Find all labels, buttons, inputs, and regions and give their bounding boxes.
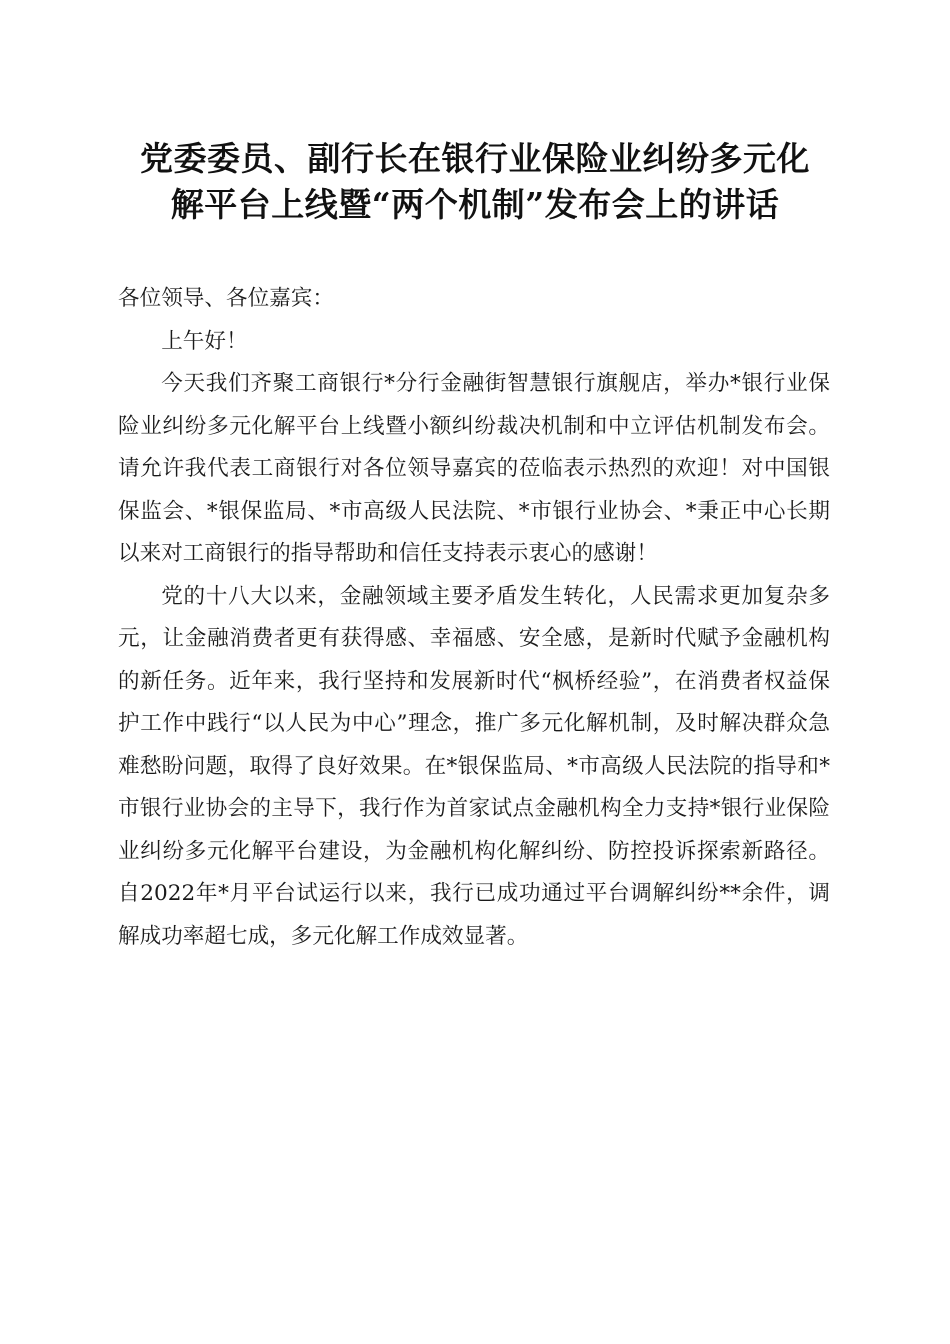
title-line-2: 解平台上线暨“两个机制”发布会上的讲话 — [170, 185, 780, 224]
paragraph-background: 党的十八大以来，金融领域主要矛盾发生转化，人民需求更加复杂多元，让金融消费者更有获得感、幸福感、安全感，是新时代赋予金融机构的新任务。近年来，我行坚持和发展新时代“枫桥经验”，在消费者权益保护工作中践行“以人民为中心”理念，推广多元化解机制，及时解决群众急难愁盼问题，取得了良好效果。在*银保监局、*市高级人民法院的指导和*市银行业协会的主导下，我行作为首家试点金融机构全力支持*银行业保险业纠纷多元化解平台建设，为金融机构化解纠纷、防控投诉探索新路径。自2022年*月平台试运行以来，我行已成功通过平台调解纠纷**余件，调解成功率超七成，多元化解工作成效显著。 — [118, 583, 830, 949]
paragraph-greeting: 上午好！ — [161, 328, 248, 354]
salutation: 各位领导、各位嘉宾： — [118, 286, 334, 311]
title-line-1: 党委委员、副行长在银行业保险业纠纷多元化 — [140, 139, 810, 178]
document-title — [100, 136, 850, 228]
paragraph-welcome: 今天我们齐聚工商银行*分行金融街智慧银行旗舰店，举办*银行业保险业纠纷多元化解平台上线暨小额纠纷裁决机制和中立评估机制发布会。请允许我代表工商银行对各位领导嘉宾的莅临表示热烈的欢迎！对中国银保监会、*银保监局、*市高级人民法院、*市银行业协会、*秉正中心长期以来对工商银行的指导帮助和信任支持表示衷心的感谢！ — [118, 371, 830, 566]
document-body — [118, 278, 830, 958]
